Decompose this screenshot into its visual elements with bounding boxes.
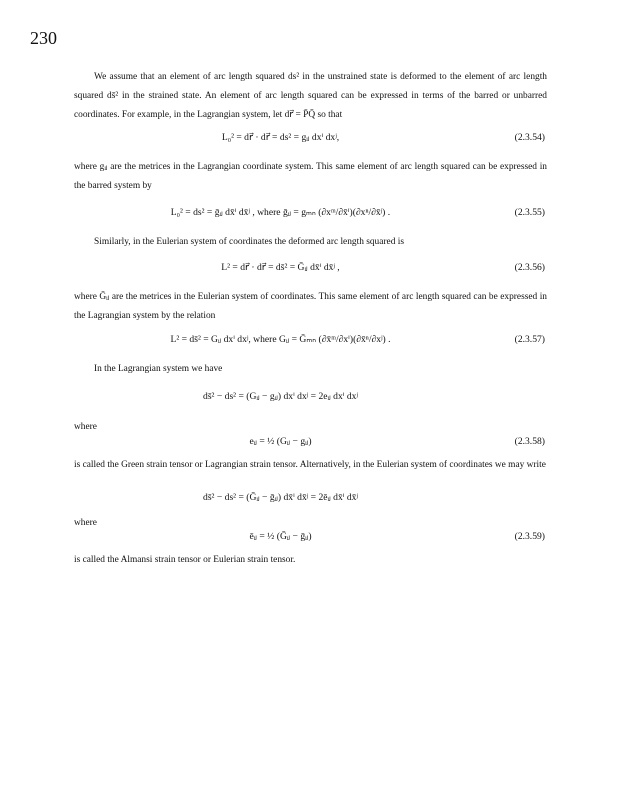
paragraph-eulerian: Similarly, in the Eulerian system of coordinates the deformed arc length squared is [94,237,404,247]
equation-2-3-55 [74,199,547,227]
equation-2-3-58 [74,428,547,456]
paragraph-lagrangian-have: In the Lagrangian system we have [94,364,223,374]
equation-difference-eulerian [74,484,547,512]
equation-difference-lagrangian [74,383,547,411]
equation-text: L₀² = ds² = ḡᵢⱼ dx̄ⁱ dx̄ʲ , where ḡᵢⱼ = gₘₙ (∂xᵐ/∂x̄ⁱ)(∂xⁿ/∂x̄ʲ) . [170,207,391,218]
equation-number: (2.3.54) [514,132,545,143]
equation-text: ds̄² − ds² = (Gᵢⱼ − gᵢⱼ) dxⁱ dxʲ = 2eᵢⱼ dxⁱ dxʲ [203,391,358,402]
equation-2-3-59 [74,523,547,551]
equation-2-3-57 [74,326,547,354]
equation-number: (2.3.58) [514,436,545,447]
equation-2-3-54 [74,124,547,152]
paragraph-where-2: where [74,518,97,528]
paragraph-intro: We assume that an element of arc length squared ds² in the unstrained state is deformed to the element of arc length squared ds̄² in the strained state. An element of arc length squared can be expressed in terms of the barred or unbarred coordinates. For example, in the Lagrangian system, let dr⃗ = P̄Q̄ so that [74,72,547,120]
equation-text: ds̄² − ds² = (Ḡᵢⱼ − ḡᵢⱼ) dx̄ⁱ dx̄ʲ = 2ēᵢⱼ dx̄ⁱ dx̄ʲ [203,492,358,503]
equation-number: (2.3.57) [514,334,545,345]
page-number: 230 [30,28,57,48]
equation-text: L² = dr⃗ · dr⃗ = ds̄² = Ḡᵢⱼ dx̄ⁱ dx̄ʲ , [221,262,340,273]
equation-number: (2.3.59) [514,531,545,542]
equation-number: (2.3.56) [514,262,545,273]
paragraph-lagrangian-metric: where gᵢⱼ are the metrices in the Lagrangian coordinate system. This same element of arc length squared can be expressed in the barred system by [74,162,547,191]
equation-text: ēᵢⱼ = ½ (Ḡᵢⱼ − ḡᵢⱼ) [249,531,312,542]
equation-text: eᵢⱼ = ½ (Gᵢⱼ − gᵢⱼ) [249,436,312,447]
paragraph-eulerian-metric: where Ḡᵢⱼ are the metrices in the Eulerian system of coordinates. This same element of arc length squared can be expressed in the Lagrangian system by the relation [74,292,547,321]
paragraph-green-strain: is called the Green strain tensor or Lagrangian strain tensor. Alternatively, in the Eulerian system of coordinates we may write [74,460,546,470]
equation-2-3-56 [74,254,547,282]
equation-text: L₀² = dr⃗ · dr⃗ = ds² = gᵢⱼ dxⁱ dxʲ, [221,132,340,143]
paragraph-almansi-strain: is called the Almansi strain tensor or Eulerian strain tensor. [74,555,296,565]
paragraph-where-1: where [74,422,97,432]
equation-number: (2.3.55) [514,207,545,218]
equation-text: L² = ds̄² = Gᵢⱼ dxⁱ dxʲ, where Gᵢⱼ = Ḡₘₙ (∂x̄ᵐ/∂xⁱ)(∂x̄ⁿ/∂xʲ) . [170,334,391,345]
